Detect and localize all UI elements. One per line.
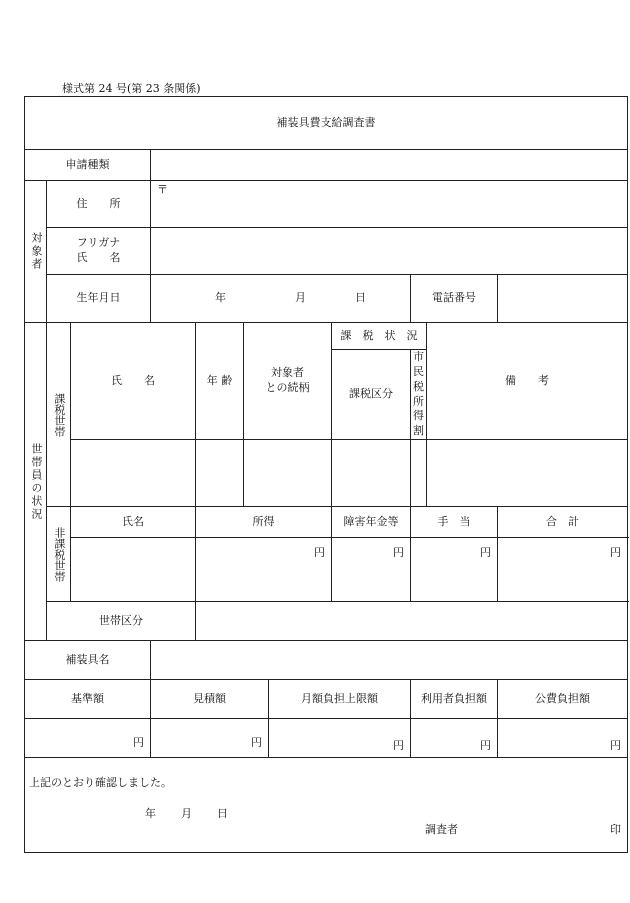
name-label: 氏 名	[76, 251, 121, 264]
name-label-cell	[47, 228, 151, 275]
non-taxed-allowance-header: 手 当	[411, 507, 498, 538]
non-taxed-pension-field[interactable]	[332, 538, 411, 602]
pension-yen-unit: 円	[393, 546, 404, 560]
taxed-age-field[interactable]	[196, 440, 244, 507]
allowance-yen-unit: 円	[480, 546, 491, 560]
relation-header-line2: との続柄	[265, 381, 310, 395]
household-class-field[interactable]	[196, 602, 628, 641]
device-name-label: 補装具名	[25, 641, 151, 680]
device-name-field[interactable]	[151, 641, 628, 680]
base-yen-unit: 円	[133, 735, 144, 749]
user-yen-unit: 円	[480, 738, 491, 752]
birth-day-unit: 日	[355, 291, 366, 305]
municipal-tax-line1: 市 民 税	[413, 350, 435, 393]
relation-header-line1: 対象者	[271, 366, 304, 380]
public-burden-header: 公費負担額	[498, 680, 628, 719]
taxed-group-label	[47, 323, 71, 507]
confirm-day-unit: 日	[217, 807, 228, 821]
tax-class-header: 課税区分	[332, 350, 411, 440]
non-taxed-total-header: 合 計	[498, 507, 628, 538]
user-burden-field[interactable]	[411, 719, 498, 758]
taxed-name-header: 氏 名	[71, 323, 196, 440]
non-taxed-income-header: 所得	[196, 507, 332, 538]
confirm-year-unit: 年	[145, 807, 156, 821]
confirmation-text: 上記のとおり確認しました。	[29, 776, 172, 790]
household-class-label: 世帯区分	[47, 602, 196, 641]
remarks-header: 備 考	[427, 323, 628, 440]
non-taxed-group-text: 非課税世帯	[52, 526, 66, 582]
application-type-label: 申請種類	[25, 150, 151, 181]
public-burden-field[interactable]	[498, 719, 628, 758]
confirmation-date[interactable]	[145, 807, 237, 822]
address-field[interactable]	[151, 181, 628, 228]
non-taxed-total-field[interactable]	[498, 538, 628, 602]
subject-group-text: 対象者	[29, 232, 43, 271]
household-group-text: 世帯員の状況	[29, 442, 43, 521]
monthly-cap-header: 月額負担上限額	[269, 680, 411, 719]
base-amount-field[interactable]	[25, 719, 151, 758]
non-taxed-income-field[interactable]	[196, 538, 332, 602]
estimate-amount-field[interactable]	[151, 719, 269, 758]
base-amount-header: 基準額	[25, 680, 151, 719]
taxed-group-text: 課税世帯	[52, 392, 66, 437]
municipal-tax-line2: 所 得 割	[413, 394, 435, 438]
form-number-note: 様式第 24 号(第 23 条関係)	[62, 82, 201, 95]
subject-group-label	[25, 181, 47, 323]
estimate-yen-unit: 円	[251, 735, 262, 749]
municipal-tax-header	[411, 350, 435, 440]
total-yen-unit: 円	[610, 546, 622, 560]
birthdate-label: 生年月日	[47, 275, 151, 323]
subsidy-survey-form	[24, 96, 628, 853]
taxed-name-field[interactable]	[71, 440, 196, 507]
phone-label: 電話番号	[411, 275, 498, 323]
birth-year-unit: 年	[215, 291, 226, 305]
confirm-month-unit: 月	[181, 807, 192, 821]
non-taxed-name-header: 氏名	[71, 507, 196, 538]
address-label: 住 所	[47, 181, 151, 228]
user-burden-header: 利用者負担額	[411, 680, 498, 719]
non-taxed-allowance-field[interactable]	[411, 538, 498, 602]
household-group-label	[25, 323, 47, 641]
name-field[interactable]	[151, 228, 628, 275]
furigana-label: フリガナ	[76, 236, 121, 250]
non-taxed-group-label	[47, 507, 71, 602]
application-type-field[interactable]	[151, 150, 628, 181]
non-taxed-name-field[interactable]	[71, 538, 196, 602]
phone-field[interactable]	[498, 275, 628, 323]
taxed-remarks-field[interactable]	[427, 440, 628, 507]
estimate-amount-header: 見積額	[151, 680, 269, 719]
income-yen-unit: 円	[314, 546, 325, 560]
taxed-age-header: 年 齢	[196, 323, 244, 440]
confirmation-cell	[25, 758, 628, 853]
cap-yen-unit: 円	[393, 738, 404, 752]
postal-mark: 〒	[157, 183, 168, 196]
monthly-cap-field[interactable]	[269, 719, 411, 758]
public-yen-unit: 円	[610, 738, 622, 752]
taxed-relation-header	[244, 323, 332, 440]
tax-class-field[interactable]	[332, 440, 411, 507]
birthdate-field[interactable]	[151, 275, 411, 323]
seal-label: 印	[610, 823, 622, 837]
tax-status-header: 課 税 状 況	[332, 323, 427, 350]
taxed-relation-field[interactable]	[244, 440, 332, 507]
birth-month-unit: 月	[295, 291, 306, 305]
municipal-tax-field[interactable]	[411, 440, 427, 507]
investigator-label: 調査者	[425, 823, 458, 837]
non-taxed-pension-header: 障害年金等	[332, 507, 411, 538]
form-title: 補装具費支給調査書	[25, 97, 628, 150]
